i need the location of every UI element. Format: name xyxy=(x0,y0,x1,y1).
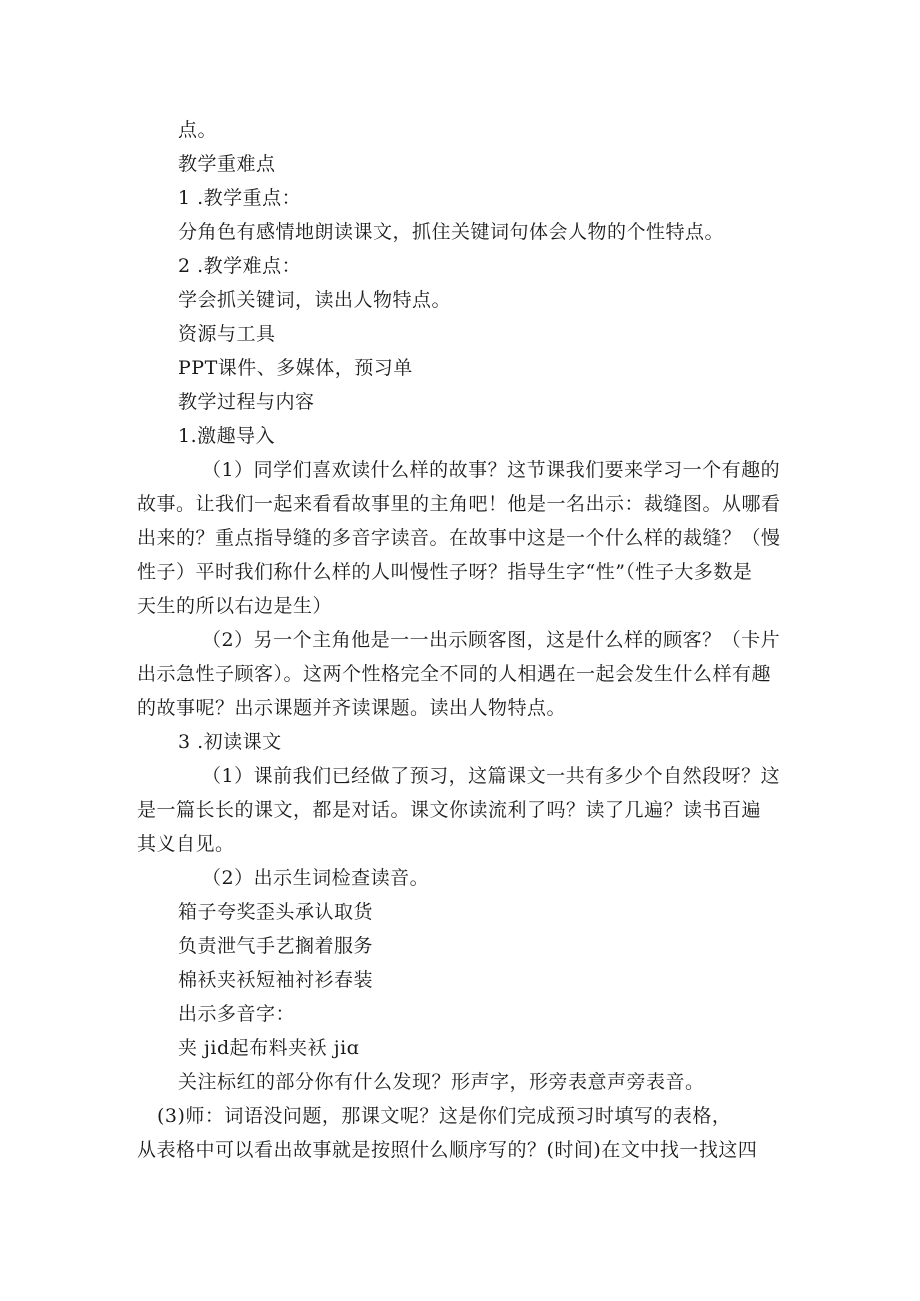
paragraph-line: 出示急性子顾客）。这两个性格完全不同的人相遇在一起会发生什么样有趣 xyxy=(137,663,772,685)
paragraph-line: 其义自见。 xyxy=(137,833,235,855)
paragraph-line: (3)师：词语没问题，那课文呢？这是你们完成预习时填写的表格， xyxy=(157,1105,732,1127)
vocab-line: 负责泄气手艺搁着服务 xyxy=(178,935,374,957)
paragraph-line: （2）出示生词检查读音。 xyxy=(202,867,430,889)
paragraph-line: 出来的？重点指导缝的多音字读音。在故事中这是一个什么样的裁缝？（慢 xyxy=(137,527,781,549)
text-line: PPT课件、多媒体，预习单 xyxy=(178,357,413,379)
paragraph-line: 是一篇长长的课文，都是对话。课文你读流利了吗？读了几遍？读书百遍 xyxy=(137,799,762,821)
section-heading: 资源与工具 xyxy=(178,323,276,345)
paragraph-line: 的故事呢？出示课题并齐读课题。读出人物特点。 xyxy=(137,697,567,719)
paragraph-line: （1）同学们喜欢读什么样的故事？这节课我们要来学习一个有趣的 xyxy=(202,459,781,481)
paragraph-line: （1）课前我们已经做了预习，这篇课文一共有多少个自然段呀？这 xyxy=(202,765,781,787)
text-line: 点。 xyxy=(178,119,218,141)
paragraph-line: 故事。让我们一起来看看故事里的主角吧！他是一名出示：裁缝图。从哪看 xyxy=(137,493,781,515)
text-line: 分角色有感情地朗读课文，抓住关键词句体会人物的个性特点。 xyxy=(178,221,725,243)
vocab-line: 箱子夸奖歪头承认取货 xyxy=(178,901,374,923)
subheading: 1.激趣导入 xyxy=(178,425,276,447)
section-heading: 教学重难点 xyxy=(178,153,276,175)
paragraph-line: 天生的所以右边是生） xyxy=(137,595,333,617)
text-line: 学会抓关键词，读出人物特点。 xyxy=(178,289,452,311)
text-line: 关注标红的部分你有什么发现？形声字，形旁表意声旁表音。 xyxy=(178,1071,705,1093)
section-heading: 教学过程与内容 xyxy=(178,391,315,413)
text-line: 出示多音字： xyxy=(178,1003,296,1025)
subheading: 2 .教学难点： xyxy=(178,255,302,277)
subheading: 3 .初读课文 xyxy=(178,731,282,753)
paragraph-line: 性子）平时我们称什么样的人叫慢性子呀？指导生字“性”（性子大多数是 xyxy=(137,561,753,583)
paragraph-line: （2）另一个主角他是一一出示顾客图，这是什么样的顾客？（卡片 xyxy=(202,629,781,651)
polyphone-line: 夹 jid起布料夹袄 jiɑ xyxy=(178,1037,360,1059)
subheading: 1 .教学重点： xyxy=(178,187,302,209)
vocab-line: 棉袄夹袄短袖衬衫春装 xyxy=(178,969,374,991)
paragraph-line: 从表格中可以看出故事就是按照什么顺序写的？(时间)在文中找一找这四 xyxy=(137,1139,758,1161)
